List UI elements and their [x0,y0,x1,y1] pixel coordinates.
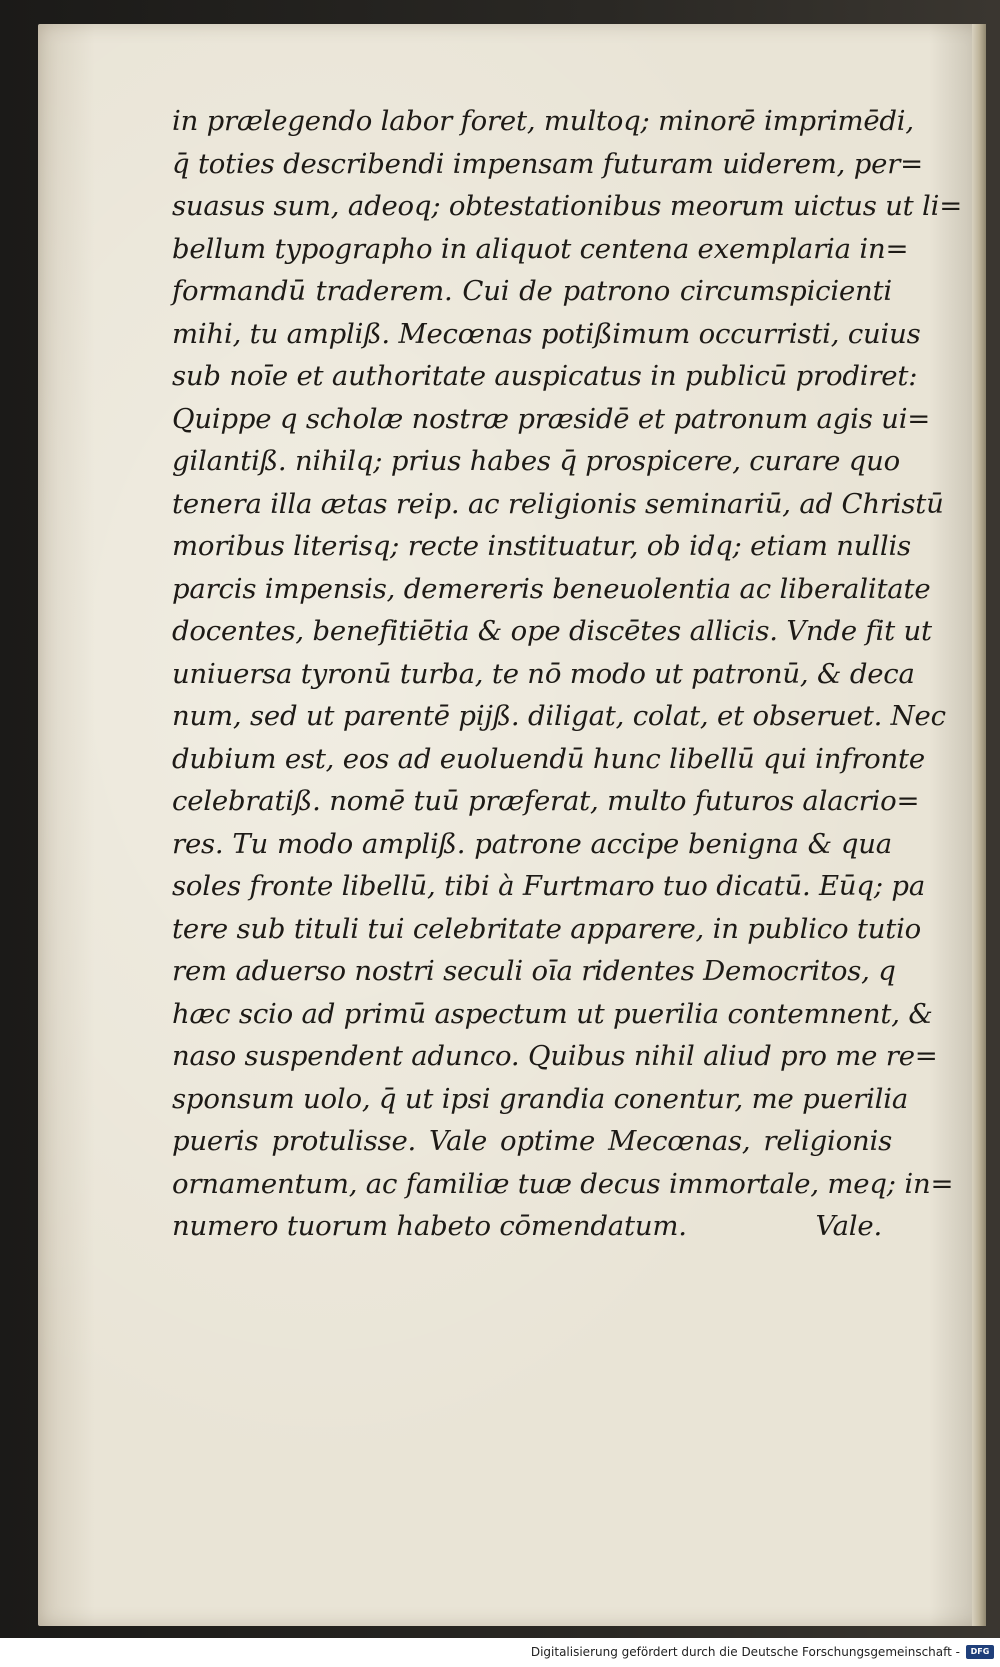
text-line: pueris protulisse. Vale optime Mecœnas, religionis [172,1125,892,1157]
footer-credit: Digitalisierung gefördert durch die Deutsche Forschungsgemeinschaft - [530,1645,960,1659]
closing-word: Vale. [815,1210,882,1242]
text-line: tere sub tituli tui celebritate apparere, in publico tutio [172,912,922,945]
text-line: moribus literisq; recte instituatur, ob idq; etiam nullis [172,530,911,562]
text-line: parcis impensis, demereris beneuolentia ac liberalitate [172,572,931,605]
text-line: in prælegendo labor foret, multoq; minorē imprimēdi, [172,105,914,137]
text-line: sponsum uolo, q̄ ut ipsi grandia conentur, me puerilia [172,1082,909,1115]
text-line: res. Tu modo ampliß. patrone accipe benigna & qua [172,827,892,860]
text-line: soles fronte libellū, tibi à Furtmaro tuo dicatū. Eūq; pa [172,870,926,902]
page-edge [972,24,986,1626]
text-line: q̄ toties describendi impensam futuram uiderem, per= [172,147,924,180]
text-line: gilantiß. nihilq; prius habes q̄ prospicere, curare quo [172,445,900,477]
last-text-line [172,1205,892,1248]
text-line: suasus sum, adeoq; obtestationibus meorum uictus ut li= [172,190,963,222]
text-line: formandū traderem. Cui de patrono circumspicienti [172,275,892,307]
text-line: tenera illa ætas reip. ac religionis seminariū, ad Christū [172,487,944,520]
text-line: numero tuorum habeto cōmendatum. [172,1210,687,1242]
text-line: bellum typographo in aliquot centena exemplaria in= [172,232,909,265]
body-text [172,100,963,1248]
text-line: ornamentum, ac familiæ tuæ decus immortale, meq; in= [172,1167,954,1200]
text-line: Quippe q scholæ nostræ præsidē et patronum agis ui= [172,402,931,435]
text-line: dubium est, eos ad euoluendū hunc libellū qui infronte [172,742,925,775]
text-line: rem aduerso nostri seculi oīa ridentes Democritos, q [172,955,896,987]
dfg-logo-icon: DFG [966,1645,994,1659]
text-line: uniuersa tyronū turba, te nō modo ut patronū, & deca [172,657,915,690]
text-line: num, sed ut parentē pijß. diligat, colat, et obseruet. Nec [172,700,946,732]
text-line: docentes, benefitiētia & ope discētes allicis. Vnde fit ut [172,615,932,647]
text-line: celebratiß. nomē tuū præferat, multo futuros alacrio= [172,785,920,817]
text-line: hæc scio ad primū aspectum ut pueriliа contemnent, & [172,997,933,1030]
text-line: sub noīe et authoritate auspicatus in publicū prodiret: [172,360,918,392]
text-line: mihi, tu ampliß. Mecœnas potißimum occurristi, cuius [172,317,921,350]
text-line: naso suspendent adunco. Quibus nihil aliud pro me re= [172,1040,938,1072]
footer-bar [0,1638,1000,1667]
